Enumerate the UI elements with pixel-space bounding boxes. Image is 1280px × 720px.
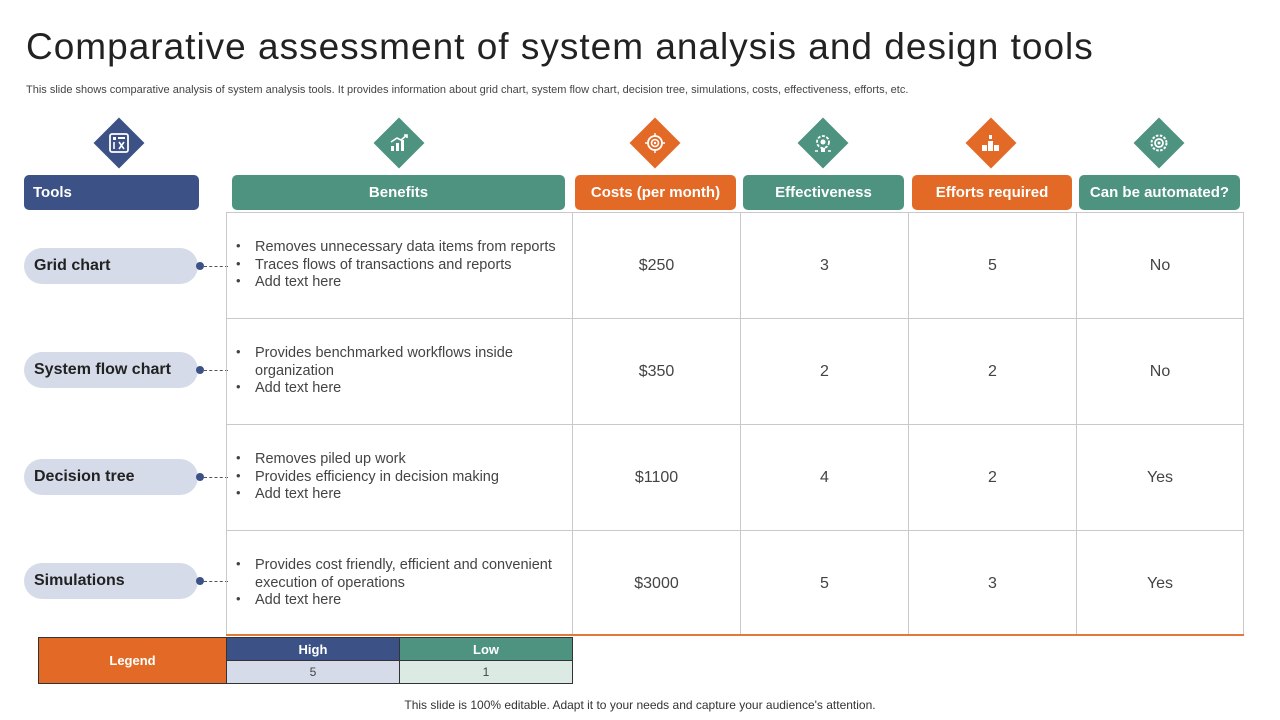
- settings-gear-icon: [1134, 118, 1185, 169]
- tool-pill-system-flow-chart: System flow chart: [24, 352, 198, 388]
- benefit-item: • Removes piled up work: [235, 451, 499, 469]
- legend-low-value: 1: [400, 661, 573, 684]
- efforts-cell: 2: [908, 425, 1076, 530]
- table-row: [227, 425, 1243, 531]
- target-icon: [630, 118, 681, 169]
- page-subtitle: This slide shows comparative analysis of system analysis tools. It provides information about grid chart, system flow chart, decision tree, simulations, costs, effectiveness, efforts, etc.: [26, 84, 909, 96]
- header-benefits: Benefits: [232, 175, 565, 210]
- effectiveness-cell: 5: [740, 531, 908, 636]
- legend-high-label: High: [227, 637, 400, 661]
- benefits-cell: [227, 213, 572, 318]
- automated-cell: Yes: [1076, 531, 1243, 636]
- benefits-list: [235, 557, 560, 610]
- header-effectiveness: Effectiveness: [743, 175, 904, 210]
- benefits-list: [235, 239, 556, 292]
- legend-label: Legend: [38, 637, 227, 684]
- benefit-item: • Provides benchmarked workflows inside organization: [235, 345, 535, 380]
- automated-cell: No: [1076, 213, 1243, 318]
- legend-high-value: 5: [227, 661, 400, 684]
- effectiveness-cell: 3: [740, 213, 908, 318]
- cost-cell: $3000: [572, 531, 740, 636]
- effectiveness-cell: 2: [740, 319, 908, 424]
- comparison-table: [226, 212, 1244, 636]
- benefits-list: [235, 345, 535, 398]
- table-row: [227, 213, 1243, 319]
- connector: [196, 473, 228, 481]
- efforts-cell: 3: [908, 531, 1076, 636]
- efforts-cell: 2: [908, 319, 1076, 424]
- header-efforts: Efforts required: [912, 175, 1072, 210]
- benefits-cell: [227, 319, 572, 424]
- header-costs: Costs (per month): [575, 175, 736, 210]
- connector: [196, 366, 228, 374]
- benefit-item: • Provides efficiency in decision making: [235, 469, 499, 487]
- header-automated: Can be automated?: [1079, 175, 1240, 210]
- benefits-cell: [227, 425, 572, 530]
- benefit-item: • Add text here: [235, 380, 535, 398]
- benefits-list: [235, 451, 499, 504]
- cost-cell: $1100: [572, 425, 740, 530]
- benefit-item: • Removes unnecessary data items from reports: [235, 239, 556, 257]
- table-row: [227, 531, 1243, 637]
- page-title: Comparative assessment of system analysis and design tools: [26, 26, 1094, 67]
- benefit-item: • Provides cost friendly, efficient and convenient execution of operations: [235, 557, 560, 592]
- connector: [196, 577, 228, 585]
- steps-icon: [966, 118, 1017, 169]
- benefit-item: • Traces flows of transactions and reports: [235, 257, 556, 275]
- table-row: [227, 319, 1243, 425]
- automated-cell: No: [1076, 319, 1243, 424]
- connector: [196, 262, 228, 270]
- footer-note: This slide is 100% editable. Adapt it to your needs and capture your audience's attention.: [404, 698, 876, 712]
- legend-low-label: Low: [400, 637, 573, 661]
- efforts-cell: 5: [908, 213, 1076, 318]
- benefit-item: • Add text here: [235, 274, 556, 292]
- tool-pill-grid-chart: Grid chart: [24, 248, 198, 284]
- benefit-item: • Add text here: [235, 486, 499, 504]
- tool-pill-decision-tree: Decision tree: [24, 459, 198, 495]
- table-bottom-accent: [226, 634, 1244, 636]
- effectiveness-cell: 4: [740, 425, 908, 530]
- idea-gear-icon: [798, 118, 849, 169]
- tools-icon: [94, 118, 145, 169]
- cost-cell: $250: [572, 213, 740, 318]
- benefits-cell: [227, 531, 572, 636]
- automated-cell: Yes: [1076, 425, 1243, 530]
- header-tools: Tools: [24, 175, 199, 210]
- benefit-item: • Add text here: [235, 592, 560, 610]
- legend: [38, 637, 573, 684]
- growth-chart-icon: [374, 118, 425, 169]
- cost-cell: $350: [572, 319, 740, 424]
- tool-pill-simulations: Simulations: [24, 563, 198, 599]
